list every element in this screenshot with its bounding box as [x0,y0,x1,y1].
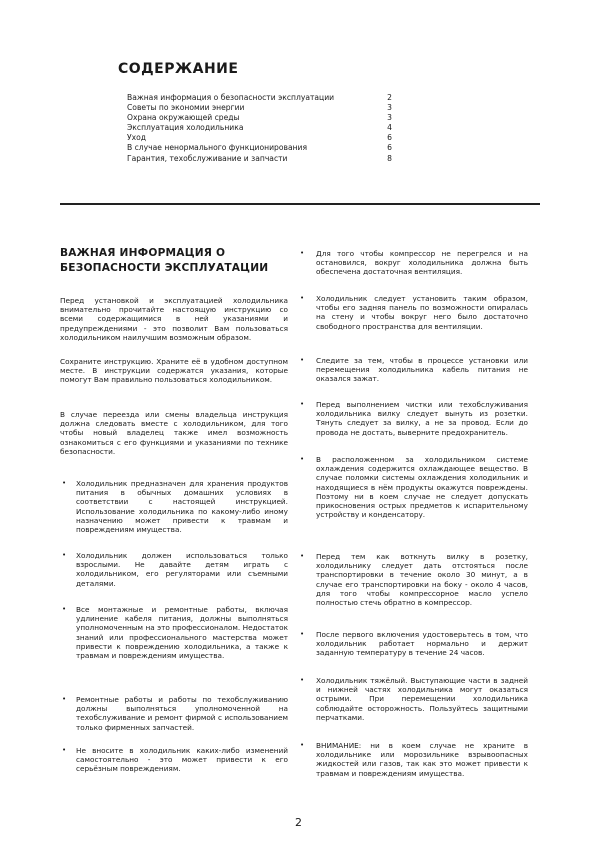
table-of-contents [127,93,392,164]
safety-bullet-text: Холодильник предназначен для хранения продуктов питания в обычных домашних условиях в соответствии с настоящей инструкцией. Использование холодильника по какому-либо иному назначению может привести к травмам и повреждениям имущества. [76,479,288,535]
safety-bullet-text: Перед выполнением чистки или техобслуживания холодильника вилку следует вынуть из розетки. Тянуть следует за вилку, а не за провод. Если до провода не достать, выверните предохранитель. [316,400,528,437]
bullet-icon: • [300,552,305,560]
safety-bullet-text: Следите за тем, чтобы в процессе установки или перемещения холодильника кабель питания не оказался зажат. [316,356,528,384]
toc-row [127,113,392,123]
toc-item-page: 3 [387,103,392,113]
bullet-icon: • [300,630,305,638]
bullet-icon: • [300,356,305,364]
toc-row [127,133,392,143]
bullet-icon: • [300,455,305,463]
safety-bullet-text: Холодильник следует установить таким образом, чтобы его задняя панель по возможности опиралась на стену и чтобы вокруг него было достаточно свободного пространства для вентиляции. [316,294,528,331]
safety-bullet-text: После первого включения удостоверьтесь в том, что холодильник работает нормально и держит заданную температуру в течение 24 часов. [316,630,528,658]
toc-item-label: Гарантия, техобслуживание и запчасти [127,153,288,163]
bullet-icon: • [300,676,305,684]
toc-item-label: Советы по экономии энергии [127,103,245,113]
bullet-icon: • [62,551,67,559]
toc-item-page: 6 [387,143,392,153]
bullet-icon: • [62,479,67,487]
toc-row [127,143,392,153]
toc-row [127,103,392,113]
toc-item-label: Эксплуатация холодильника [127,123,244,133]
toc-row [127,93,392,103]
bullet-icon: • [62,746,67,754]
safety-bullet-text: Холодильник должен использоваться только взрослыми. Не давайте детям играть с холодильником, его регуляторами или съемными деталями. [76,551,288,588]
intro-paragraph: Сохраните инструкцию. Храните её в удобном доступном месте. В инструкции содержатся указания, которые помогут Вам правильно пользоваться холодильником. [60,357,288,385]
bullet-icon: • [300,741,305,749]
section-heading: ВАЖНАЯ ИНФОРМАЦИЯ О БЕЗОПАСНОСТИ ЭКСПЛУАТАЦИИ [60,247,269,274]
safety-bullet-text: Перед тем как воткнуть вилку в розетку, холодильнику следует дать отстояться после транспортировки в течение около 30 минут, а в случае его транспортировки на боку - около 4 часов, для того чтобы компрессорное масло успело полностью стечь обратно в компрессор. [316,552,528,608]
toc-item-page: 6 [387,133,392,143]
toc-item-label: Важная информация о безопасности эксплуатации [127,93,335,102]
bullet-icon: • [62,695,67,703]
toc-item-page: 4 [387,123,392,133]
toc-row [127,123,392,133]
safety-bullet-text: ВНИМАНИЕ: ни в коем случае не храните в холодильнике или морозильнике взрывоопасных жидкостей или газов, так как это может привести к травмам и повреждениям имущества. [316,741,528,778]
safety-bullet-text: Все монтажные и ремонтные работы, включая удлинение кабеля питания, должны выполняться уполномоченным на это профессионалом. Недостаток знаний или профессионального мастерства может привести к повреждению холодильника, а также к травмам и повреждениям имущества. [76,605,288,661]
toc-row [127,154,392,164]
bullet-icon: • [62,605,67,613]
bullet-icon: • [300,400,305,408]
safety-bullet-text: Не вносите в холодильник каких-либо изменений самостоятельно - это может привести к его серьёзным повреждениям. [76,746,288,774]
horizontal-divider [60,203,540,205]
safety-bullet-text: Для того чтобы компрессор не перегрелся и на остановился, вокруг холодильника должна быть обеспечена достаточная вентиляция. [316,249,528,277]
toc-item-label: Охрана окружающей среды [127,113,240,123]
toc-item-page: 2 [387,93,392,102]
toc-item-label: В случае ненормального функционирования [127,143,308,153]
page-number: 2 [295,816,302,829]
toc-item-page: 3 [387,113,392,123]
safety-bullet-text: В расположенном за холодильником системе охлаждения содержится охлаждающее вещество. В случае поломки системы охлаждения холодильник и находящиеся в нём продукты окажутся повреждены. Поэтому ни в коем случае не следует допускать прикосновения острых предметов к испарительному устройству и конденсатору. [316,455,528,520]
safety-bullet-text: Холодильник тяжёлый. Выступающие части в задней и нижней частях холодильника могут оказаться острыми. При перемещении холодильника соблюдайте осторожность. Пользуйтесь защитными перчатками. [316,676,528,722]
safety-bullet-text: Ремонтные работы и работы по техобслуживанию должны выполняться уполномоченной на техобслуживание и ремонт фирмой с использованием только фирменных запчастей. [76,695,288,732]
bullet-icon: • [300,294,305,302]
toc-item-page: 8 [387,153,392,163]
toc-item-label: Уход [127,133,147,143]
bullet-icon: • [300,249,305,257]
intro-paragraph: В случае переезда или смены владельца инструкция должна следовать вместе с холодильником, для того чтобы новый владелец также имел возможность ознакомиться с его функциями и указаниями по технике безопасности. [60,410,288,456]
intro-paragraph: Перед установкой и эксплуатацией холодильника внимательно прочитайте настоящую инструкцию со всеми содержащимися в ней указаниями и предупреждениями - это позволит Вам пользоваться холодильником наилучшим возможным образом. [60,296,288,342]
toc-title: СОДЕРЖАНИЕ [118,61,239,77]
